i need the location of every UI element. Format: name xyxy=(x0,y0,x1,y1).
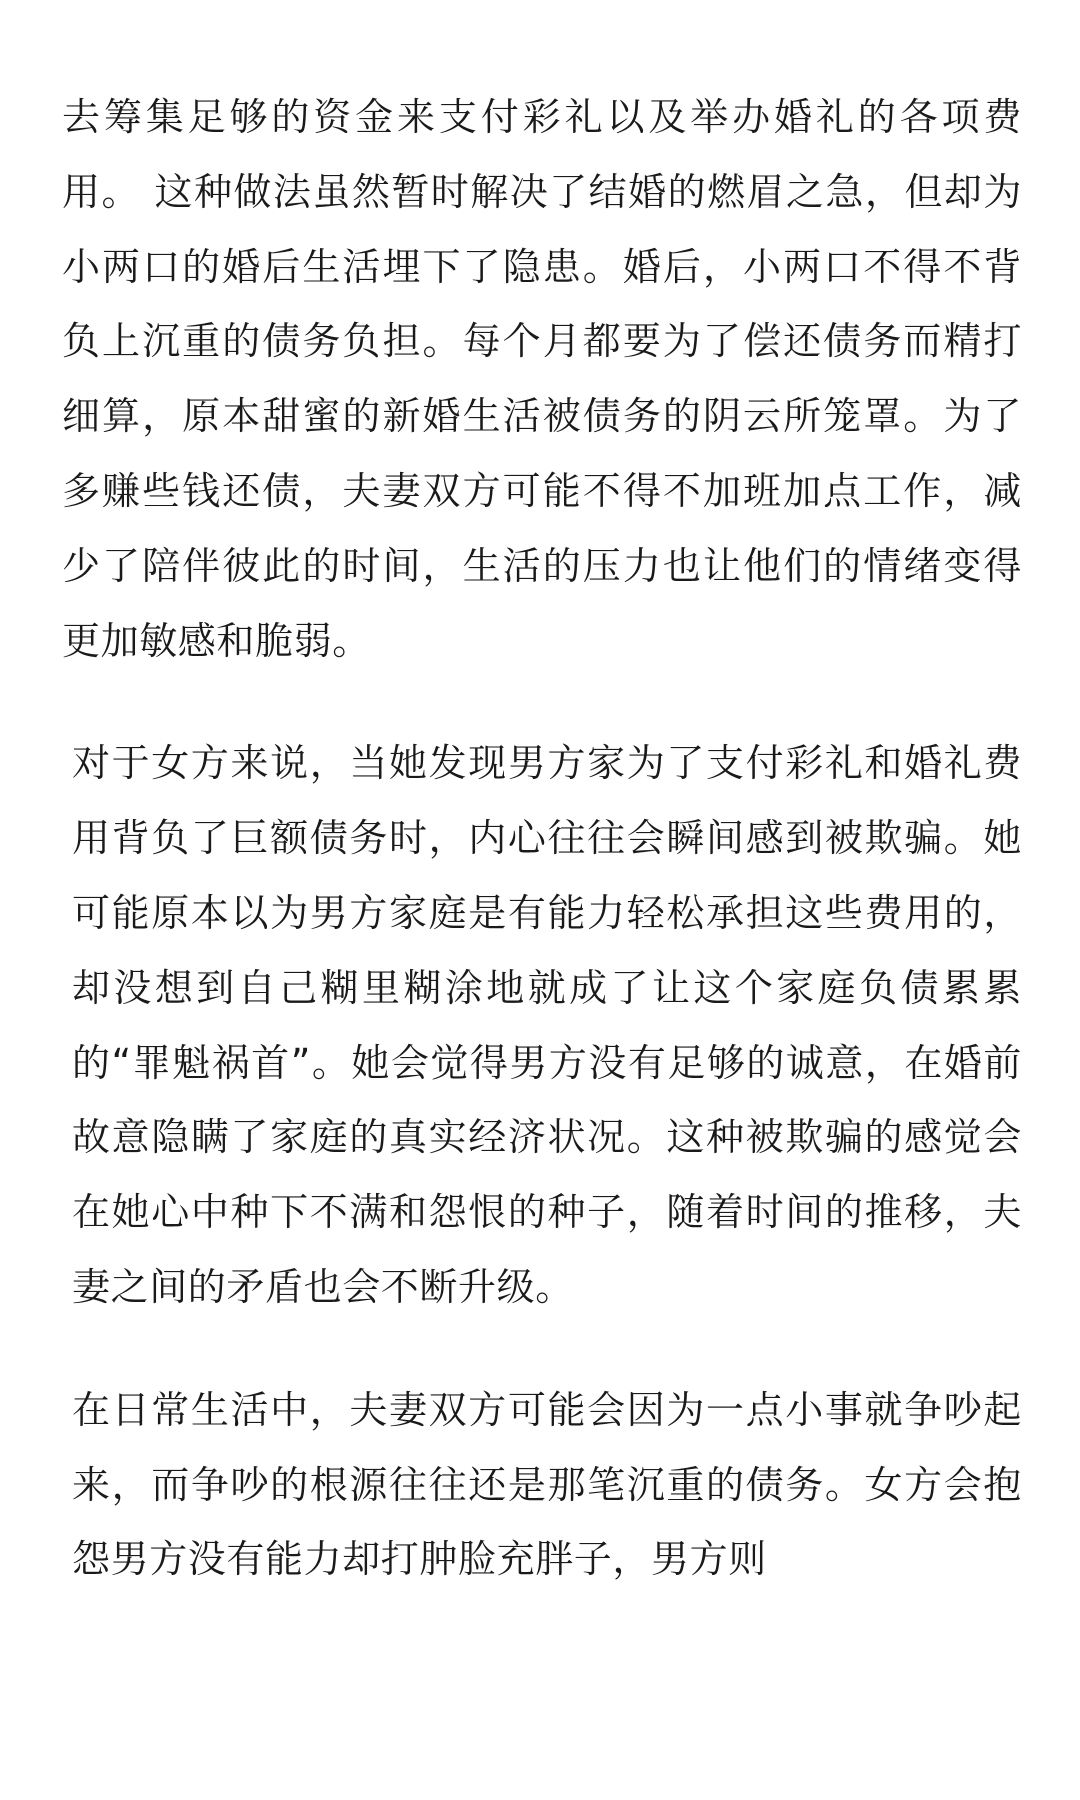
paragraph-1: 去筹集足够的资金来支付彩礼以及举办婚礼的各项费用。 这种做法虽然暂时解决了结婚的燃眉之急，但却为小两口的婚后生活埋下了隐患。婚后，小两口不得不背负上沉重的债务负担。每个月都要为了偿还债务而精打细算，原本甜蜜的新婚生活被债务的阴云所笼罩。为了多赚些钱还债，夫妻双方可能不得不加班加点工作，减少了陪伴彼此的时间，生活的压力也让他们的情绪变得更加敏感和脆弱。 xyxy=(62,95,1022,663)
article-body xyxy=(62,80,1022,1597)
paragraph-3: 在日常生活中，夫妻双方可能会因为一点小事就争吵起来，而争吵的根源往往还是那笔沉重的债务。女方会抱怨男方没有能力却打肿脸充胖子，男方则 xyxy=(72,1387,1022,1582)
paragraph-2: 对于女方来说，当她发现男方家为了支付彩礼和婚礼费用背负了巨额债务时，内心往往会瞬间感到被欺骗。她可能原本以为男方家庭是有能力轻松承担这些费用的，却没想到自己糊里糊涂地就成了让这个家庭负债累累的“罪魁祸首”。她会觉得男方没有足够的诚意，在婚前故意隐瞒了家庭的真实经济状况。这种被欺骗的感觉会在她心中种下不满和怨恨的种子，随着时间的推移，夫妻之间的矛盾也会不断升级。 xyxy=(72,741,1022,1309)
